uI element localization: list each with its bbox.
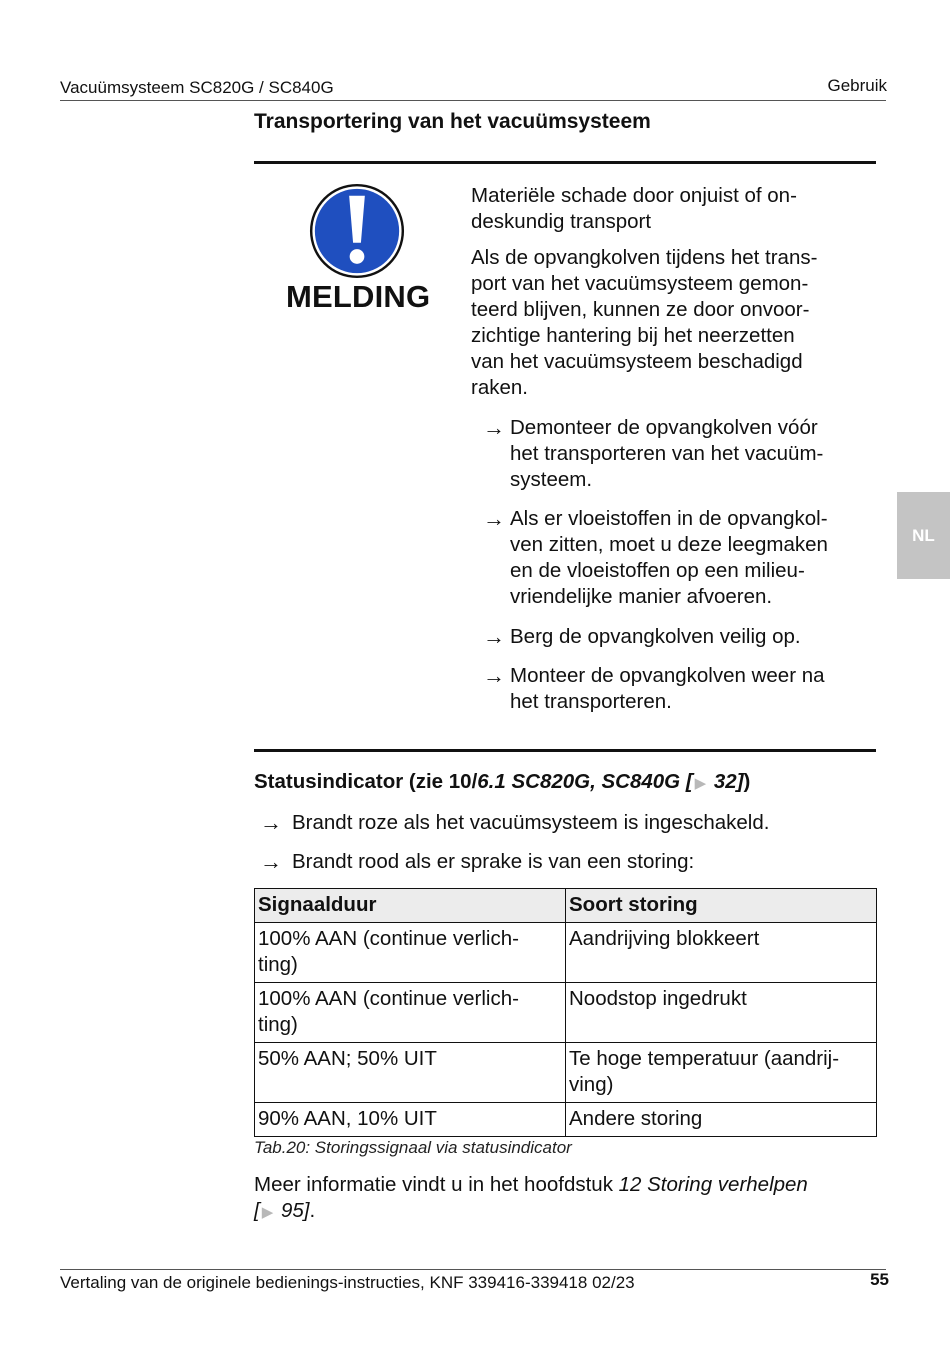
page-ref-triangle-icon: ▶ bbox=[694, 775, 707, 792]
cell-line: Andere storing bbox=[569, 1107, 703, 1130]
table-cell bbox=[255, 1043, 566, 1103]
header-divider bbox=[60, 100, 886, 101]
step-line: Als er vloeistoffen in de opvangkol- bbox=[510, 507, 828, 530]
status-title bbox=[254, 770, 750, 794]
status-bullet bbox=[260, 810, 769, 836]
table-cell bbox=[566, 1043, 877, 1103]
table-row bbox=[255, 923, 877, 983]
section-title: Transportering van het vacuümsysteem bbox=[254, 110, 651, 133]
notice-step bbox=[483, 624, 873, 650]
arrow-right-icon: → bbox=[260, 849, 282, 874]
status-title-prefix: Statusindicator (zie 10/ bbox=[254, 770, 478, 793]
running-header-title: Vacuümsysteem SC820G / SC840G bbox=[60, 78, 334, 97]
status-bullet-text: Brandt roze als het vacuümsysteem is ingeschakeld. bbox=[292, 811, 770, 834]
notice-heading-line: Materiële schade door onjuist of on- bbox=[471, 184, 797, 207]
notice-heading-line: deskundig transport bbox=[471, 210, 652, 233]
table-row bbox=[255, 983, 877, 1043]
cell-line: 100% AAN (continue verlich- bbox=[258, 987, 519, 1010]
table-cell bbox=[566, 923, 877, 983]
arrow-right-icon: → bbox=[483, 663, 505, 688]
page-number: 55 bbox=[870, 1270, 889, 1289]
cell-line: Te hoge temperatuur (aandrij- bbox=[569, 1047, 840, 1070]
footer-divider bbox=[60, 1269, 886, 1270]
step-line: Demonteer de opvangkolven vóór bbox=[510, 416, 818, 439]
footer-text: Vertaling van de originele bedienings-instructies, KNF 339416-339418 02/23 bbox=[60, 1273, 635, 1292]
table-cell bbox=[255, 923, 566, 983]
more-info-ref[interactable]: 12 Storing verhelpen bbox=[618, 1173, 808, 1196]
table-cell bbox=[255, 983, 566, 1043]
step-line: vriendelijke manier afvoeren. bbox=[510, 585, 773, 608]
notice-body-line: teerd blijven, kunnen ze door onvoor- bbox=[471, 298, 810, 321]
table-cell bbox=[566, 1103, 877, 1137]
more-info-paragraph bbox=[254, 1172, 884, 1226]
arrow-right-icon: → bbox=[483, 506, 505, 531]
arrow-right-icon: → bbox=[483, 415, 505, 440]
status-bullet-text: Brandt rood als er sprake is van een storing: bbox=[292, 850, 695, 873]
table-header-cell: Soort storing bbox=[566, 889, 877, 923]
step-line: ven zitten, moet u deze leegmaken bbox=[510, 533, 828, 556]
table-row bbox=[255, 1043, 877, 1103]
arrow-right-icon: → bbox=[260, 810, 282, 835]
notice-top-rule bbox=[254, 161, 876, 164]
step-line: en de vloeistoffen op een milieu- bbox=[510, 559, 805, 582]
cell-line: 50% AAN; 50% UIT bbox=[258, 1047, 437, 1070]
cell-line: 90% AAN, 10% UIT bbox=[258, 1107, 437, 1130]
notice-body-line: port van het vacuümsysteem gemon- bbox=[471, 272, 809, 295]
table-header-row bbox=[255, 889, 877, 923]
notice-body-line: van het vacuümsysteem beschadigd bbox=[471, 350, 803, 373]
cell-line: Noodstop ingedrukt bbox=[569, 987, 747, 1010]
more-info-suffix: . bbox=[309, 1199, 316, 1222]
table-row bbox=[255, 1103, 877, 1137]
running-header-section: Gebruik bbox=[827, 76, 887, 95]
notice-step bbox=[483, 506, 873, 610]
signal-table bbox=[254, 888, 877, 1137]
table-cell bbox=[566, 983, 877, 1043]
cell-line: ving) bbox=[569, 1073, 614, 1096]
cell-line: ting) bbox=[258, 1013, 298, 1036]
step-line: Monteer de opvangkolven weer na bbox=[510, 664, 825, 687]
more-info-prefix: Meer informatie vindt u in het hoofdstuk bbox=[254, 1173, 619, 1196]
status-title-link[interactable] bbox=[477, 770, 743, 793]
step-line: het transporteren van het vacuüm- bbox=[510, 442, 824, 465]
step-line: Berg de opvangkolven veilig op. bbox=[510, 625, 801, 648]
notice-body bbox=[471, 245, 866, 401]
table-cell bbox=[255, 1103, 566, 1137]
status-title-suffix: ) bbox=[743, 770, 751, 793]
more-info-bracket[interactable]: [ bbox=[254, 1199, 260, 1222]
step-line: het transporteren. bbox=[510, 690, 672, 713]
notice-body-line: zichtige hantering bij het neerzetten bbox=[471, 324, 795, 347]
notice-step bbox=[483, 663, 873, 715]
page-ref-triangle-icon: ▶ bbox=[261, 1204, 274, 1221]
notice-body-line: raken. bbox=[471, 376, 528, 399]
language-tab: NL bbox=[897, 492, 950, 579]
step-line: systeem. bbox=[510, 468, 593, 491]
cell-line: ting) bbox=[258, 953, 298, 976]
status-title-page[interactable]: 32] bbox=[708, 770, 744, 793]
notice-step bbox=[483, 415, 873, 493]
notice-bottom-rule bbox=[254, 749, 876, 752]
notice-heading bbox=[471, 183, 866, 235]
table-header-cell: Signaalduur bbox=[255, 889, 566, 923]
status-title-ref[interactable]: 6.1 SC820G, SC840G [ bbox=[477, 770, 693, 793]
arrow-right-icon: → bbox=[483, 624, 505, 649]
notice-label: MELDING bbox=[286, 279, 431, 314]
notice-body-line: Als de opvangkolven tijdens het trans- bbox=[471, 246, 818, 269]
cell-line: 100% AAN (continue verlich- bbox=[258, 927, 519, 950]
more-info-page[interactable]: 95] bbox=[275, 1199, 310, 1222]
cell-line: Aandrijving blokkeert bbox=[569, 927, 760, 950]
table-caption: Tab.20: Storingssignaal via statusindicator bbox=[254, 1138, 572, 1157]
exclamation-circle-icon bbox=[308, 182, 406, 280]
status-bullet bbox=[260, 849, 694, 875]
